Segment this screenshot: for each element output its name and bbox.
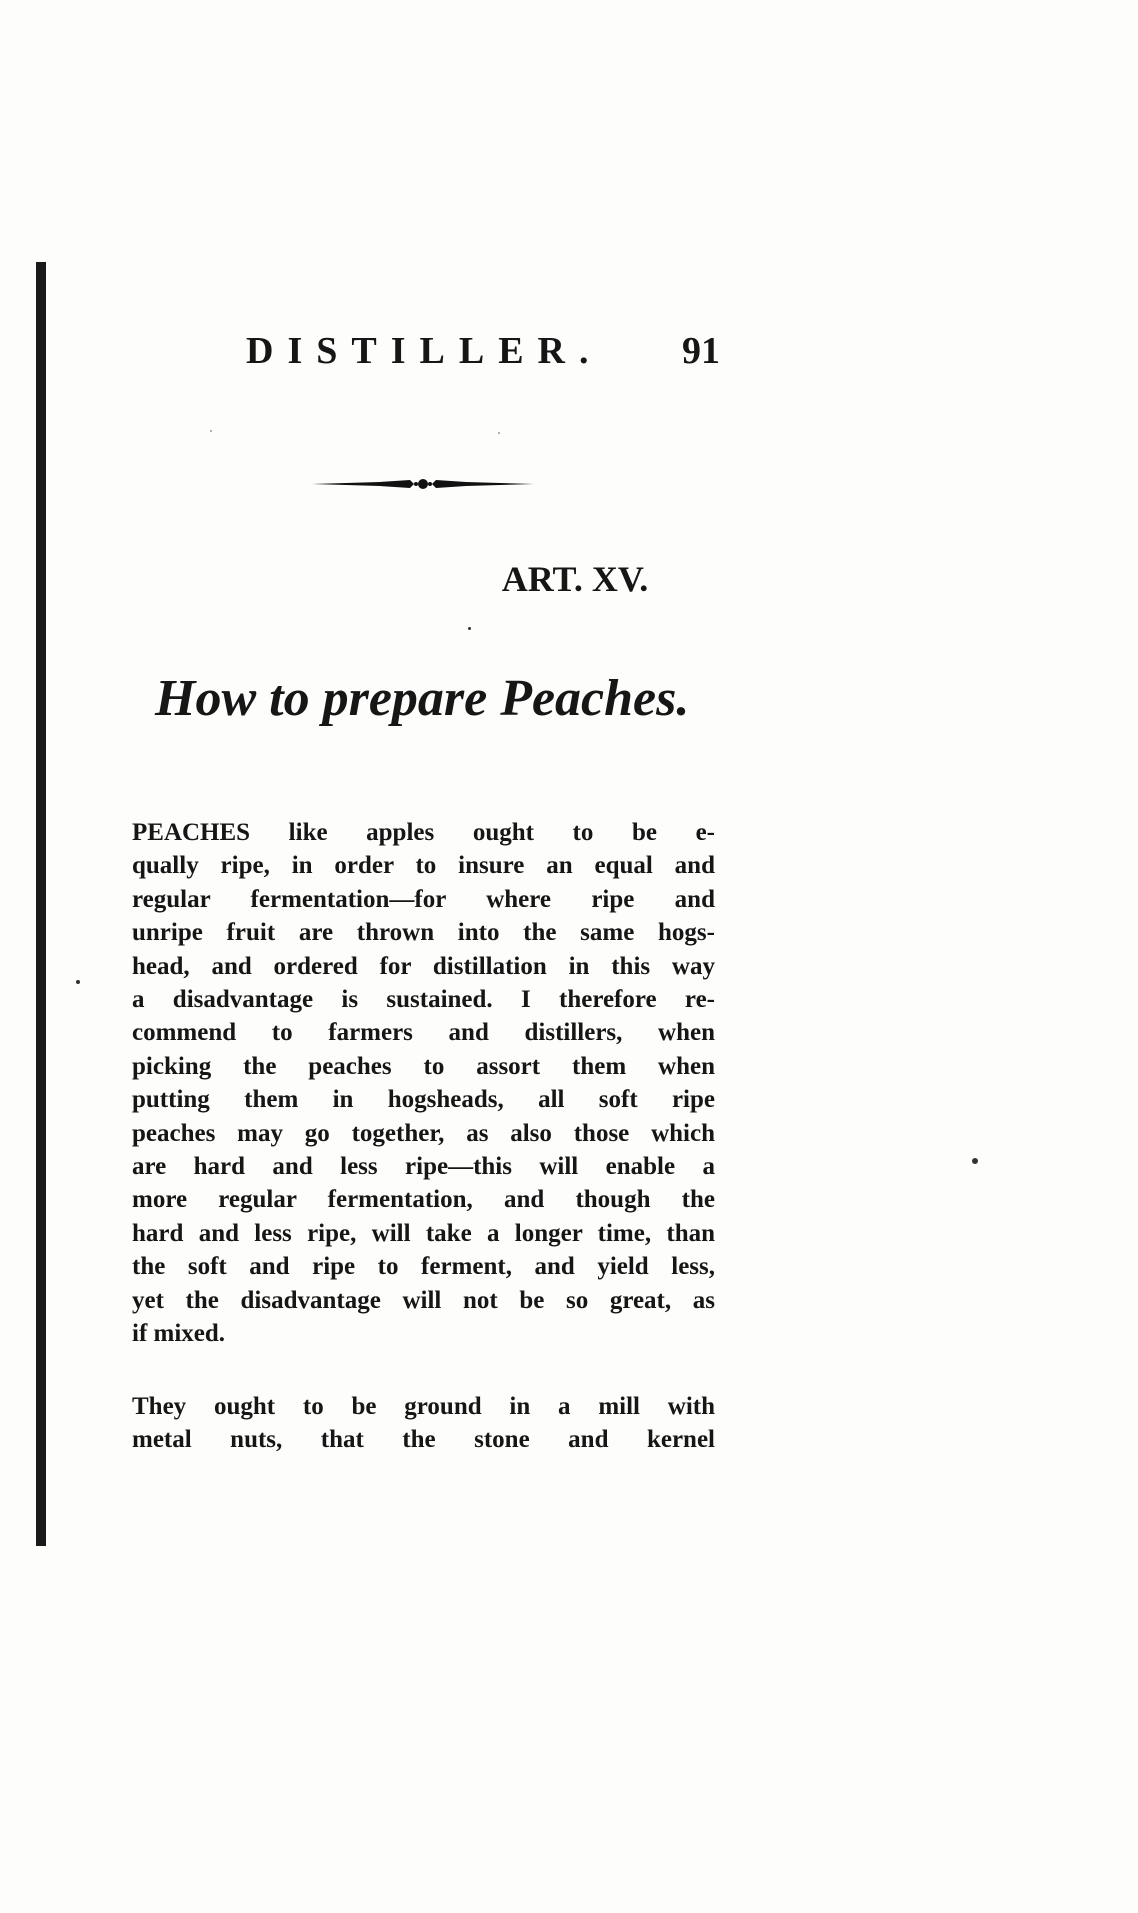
article-title: How to prepare Peaches. bbox=[155, 670, 690, 727]
text-line: peaches may go together, as also those which bbox=[132, 1119, 715, 1147]
paragraph-1 bbox=[132, 816, 715, 1351]
print-speck bbox=[498, 432, 500, 434]
print-speck bbox=[468, 627, 471, 630]
ornamental-rule-icon bbox=[310, 472, 536, 496]
print-speck bbox=[76, 980, 80, 984]
print-speck bbox=[972, 1158, 978, 1164]
text-line: qually ripe, in order to insure an equal and bbox=[132, 852, 715, 880]
text-line: if mixed. bbox=[132, 1320, 226, 1348]
text-line: commend to farmers and distillers, when bbox=[132, 1019, 715, 1047]
running-title: DISTILLER. bbox=[246, 330, 603, 372]
running-head bbox=[246, 326, 720, 376]
text-line: regular fermentation—for where ripe and bbox=[132, 885, 715, 913]
binding-edge bbox=[36, 262, 46, 1546]
text-line: hard and less ripe, will take a longer time, than bbox=[132, 1219, 715, 1247]
text-line: the soft and ripe to ferment, and yield less, bbox=[132, 1253, 715, 1281]
text-line: head, and ordered for distillation in this way bbox=[132, 952, 715, 980]
article-number: ART. XV. bbox=[501, 559, 649, 599]
text-line: yet the disadvantage will not be so great, as bbox=[132, 1286, 715, 1314]
text-line: putting them in hogsheads, all soft ripe bbox=[132, 1086, 715, 1114]
paragraph-2 bbox=[132, 1390, 715, 1457]
text-line: are hard and less ripe—this will enable a bbox=[132, 1153, 715, 1181]
print-speck bbox=[210, 430, 212, 432]
text-line: unripe fruit are thrown into the same hogs- bbox=[132, 919, 715, 947]
text-line: a disadvantage is sustained. I therefore re- bbox=[132, 986, 715, 1014]
text-line: more regular fermentation, and though the bbox=[132, 1186, 715, 1214]
page-number: 91 bbox=[682, 330, 720, 372]
text-line: picking the peaches to assort them when bbox=[132, 1052, 715, 1080]
text-line: PEACHES like apples ought to be e- bbox=[132, 819, 715, 846]
text-line: metal nuts, that the stone and kernel bbox=[132, 1426, 715, 1454]
text-line: They ought to be ground in a mill with bbox=[132, 1393, 715, 1420]
